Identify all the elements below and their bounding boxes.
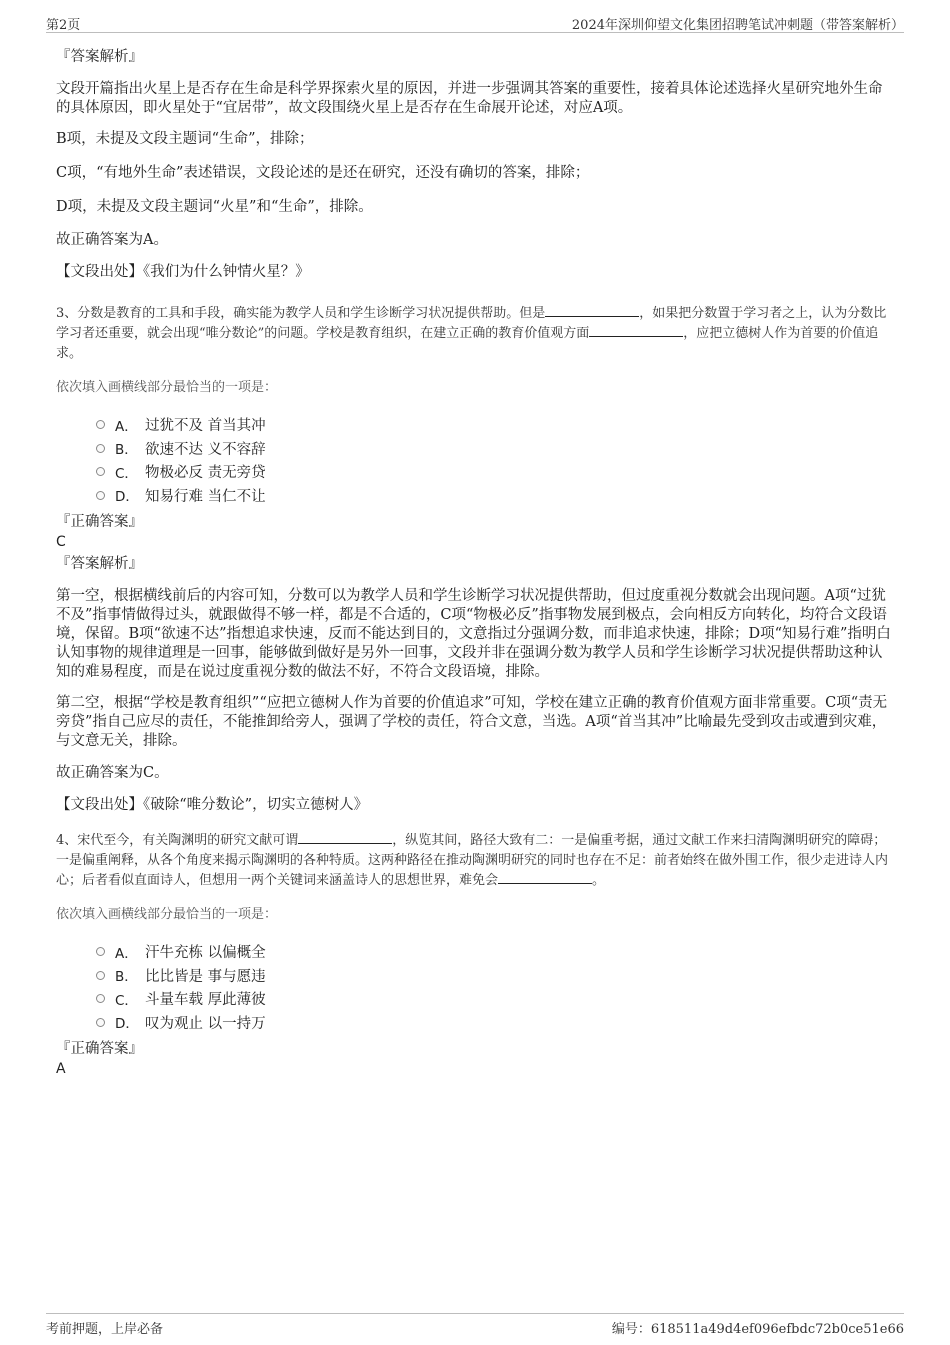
- q4-stem-part1: 4、宋代至今，有关陶渊明的研究文献可谓: [56, 833, 299, 848]
- q3-option-b[interactable]: B． 欲速不达 义不容辞: [96, 437, 892, 461]
- q2-analysis-p2: B项，未提及文段主题词“生命”，排除；: [56, 131, 314, 147]
- radio-icon[interactable]: [96, 971, 105, 980]
- q3-prompt: 依次填入画横线部分最恰当的一项是：: [56, 380, 278, 395]
- q3-source: 【文段出处】《破除“唯分数论”，切实立德树人》: [56, 797, 369, 813]
- q3-answer-label: 『正确答案』: [56, 514, 143, 530]
- q4-prompt: 依次填入画横线部分最恰当的一项是：: [56, 907, 278, 922]
- q4-blank-1: [298, 831, 392, 844]
- q2-analysis-p5: 故正确答案为A。: [56, 232, 168, 248]
- q4-option-a[interactable]: A． 汗牛充栋 以偏概全: [96, 940, 892, 964]
- q4-option-d[interactable]: D． 叹为观止 以一持万: [96, 1011, 892, 1035]
- q3-options: [96, 413, 892, 507]
- q3-answer: C: [56, 534, 66, 550]
- q3-analysis-p3: 故正确答案为C。: [56, 765, 169, 781]
- q4-stem: [56, 831, 892, 891]
- document-id: 编号：618511a49d4ef096efbdc72b0ce51e66: [611, 1322, 904, 1337]
- q3-stem: [56, 304, 892, 364]
- q3-stem-part1: 3、分数是教育的工具和手段，确实能为教学人员和学生诊断学习状况提供帮助。但是: [56, 306, 546, 321]
- q3-stem-part2: ，如果把分数置于学习者之上，认为分数比学习者还重要，就会出现“唯分数论”的问题。学校是教育组织，在建立正确的教育价值观方面: [56, 306, 887, 341]
- radio-icon[interactable]: [96, 420, 105, 429]
- q4-answer-label: 『正确答案』: [56, 1041, 143, 1057]
- q2-analysis-p1: 文段开篇指出火星上是否存在生命是科学界探索火星的原因，并进一步强调其答案的重要性，接着具体论述选择火星研究地外生命的具体原因，即火星处于“宜居带”，故文段围绕火星上是否存在生命展开论述，对应A项。: [56, 81, 883, 116]
- q3-blank-2: [589, 324, 683, 337]
- page-header: [46, 10, 904, 33]
- q4-option-b[interactable]: B． 比比皆是 事与愿违: [96, 964, 892, 988]
- q2-analysis-label: 『答案解析』: [56, 49, 143, 65]
- q3-stem-part3: ，应把立德树人作为首要的价值追求。: [56, 326, 879, 361]
- q3-option-a[interactable]: A． 过犹不及 首当其冲: [96, 413, 892, 437]
- main-content: [56, 46, 892, 1078]
- q3-blank-1: [545, 304, 639, 317]
- q3-analysis-p2: 第二空，根据“学校是教育组织”“应把立德树人作为首要的价值追求”可知，学校在建立正确的教育价值观方面非常重要。C项“责无旁贷”指自己应尽的责任，不能推卸给旁人，强调了学校的责任，符合文意，当选。A项“首当其冲”比喻最先受到攻击或遭到灾难，与文意无关，排除。: [56, 695, 888, 749]
- radio-icon[interactable]: [96, 1018, 105, 1027]
- q2-analysis-p4: D项，未提及文段主题词“火星”和“生命”，排除。: [56, 199, 373, 215]
- page-number: 第2页: [46, 18, 81, 33]
- radio-icon[interactable]: [96, 994, 105, 1003]
- q3-analysis-p1: 第一空，根据横线前后的内容可知，分数可以为教学人员和学生诊断学习状况提供帮助，但过度重视分数就会出现问题。A项“过犹不及”指事情做得过头，就跟做得不够一样，都是不合适的，C项“物极必反”指事物发展到极点，会向相反方向转化，均符合文段语境，保留。B项“欲速不达”指想追求快速，反而不能达到目的，文意指过分强调分数，而非追求快速，排除；D项“知易行难”指明白认知事物的规律道理是一回事，能够做到做好是另外一回事，文段并非在强调分数为教学人员和学生诊断学习状况提供帮助这种认知的难易程度，而是在说过度重视分数的做法不好，不符合文段语境，排除。: [56, 588, 891, 680]
- q3-analysis-label: 『答案解析』: [56, 556, 143, 572]
- footer-slogan: 考前押题，上岸必备: [46, 1322, 164, 1337]
- document-title: 2024年深圳仰望文化集团招聘笔试冲刺题（带答案解析）: [571, 18, 904, 33]
- radio-icon[interactable]: [96, 444, 105, 453]
- radio-icon[interactable]: [96, 947, 105, 956]
- radio-icon[interactable]: [96, 491, 105, 500]
- q3-option-c[interactable]: C． 物极必反 责无旁贷: [96, 460, 892, 484]
- page-footer: [46, 1313, 904, 1338]
- radio-icon[interactable]: [96, 467, 105, 476]
- q4-stem-part2: ，纵览其间，路径大致有二：一是偏重考据，通过文献工作来扫清陶渊明研究的障碍；一是偏重阐释，从各个角度来揭示陶渊明的各种特质。这两种路径在推动陶渊明研究的同时也存在不足：前者始终在做外围工作，很少走进诗人内心；后者看似直面诗人，但想用一两个关键词来涵盖诗人的思想世界，难免会: [56, 833, 889, 888]
- q4-option-c[interactable]: C． 斗量车载 厚此薄彼: [96, 987, 892, 1011]
- q4-blank-2: [498, 871, 592, 884]
- q3-option-d[interactable]: D． 知易行难 当仁不让: [96, 484, 892, 508]
- q4-answer: A: [56, 1061, 66, 1077]
- q4-stem-part3: 。: [592, 873, 606, 888]
- q4-options: [96, 940, 892, 1034]
- q2-analysis-p3: C项，“有地外生命”表述错误，文段论述的是还在研究，还没有确切的答案，排除；: [56, 165, 590, 181]
- q2-source: 【文段出处】《我们为什么钟情火星？》: [56, 264, 310, 280]
